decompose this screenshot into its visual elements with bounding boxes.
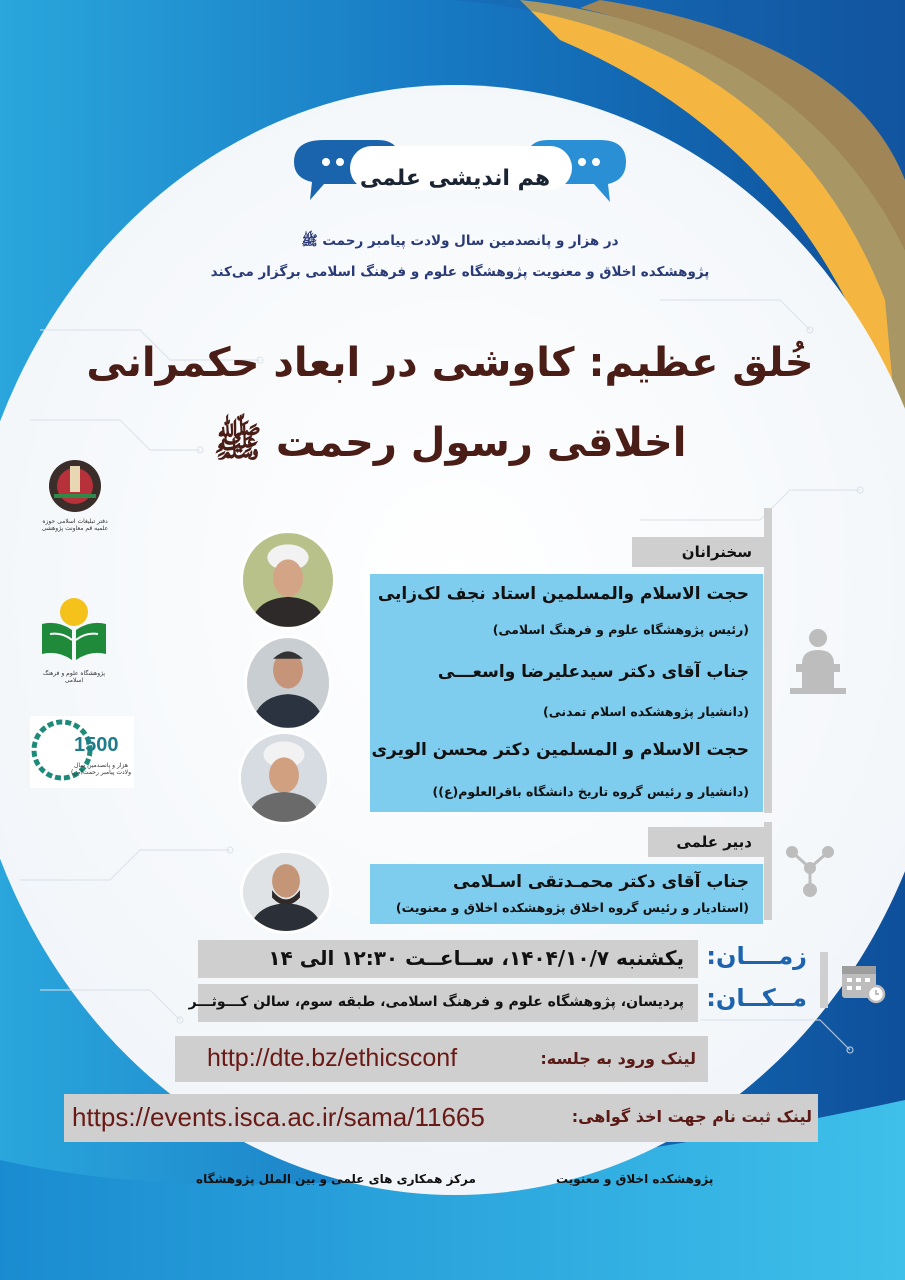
- secretary-box: [370, 864, 763, 924]
- place-bar: [188, 984, 698, 1022]
- footer-left: مرکز همکاری های علمی و بین الملل پژوهشگاه: [196, 1172, 476, 1186]
- secretary-photo: [240, 850, 332, 934]
- register-link-label: لینک ثبت نام جهت اخذ گواهی:: [571, 1107, 812, 1126]
- speaker-2-photo: [244, 635, 332, 731]
- logo-isca-text: پژوهشگاه علوم و فرهنگ اسلامی: [42, 670, 106, 684]
- emblem-icon: [40, 456, 110, 516]
- title-line-1: خُلق عظیم: کاوشی در ابعاد حکمرانی: [86, 340, 814, 386]
- speaker-1-role: (رئیس پژوهشگاه علوم و فرهنگ اسلامی): [492, 622, 749, 637]
- title-line-2: اخلاقی رسول رحمت ﷺ: [213, 420, 687, 466]
- logo-1500-text: هزار و پانصدمین سال ولادت پیامبر رحمت(ص): [71, 762, 131, 776]
- speaker-1-photo: [240, 530, 336, 630]
- speakers-box: [370, 574, 763, 812]
- time-value: یکشنبه ۱۴۰۴/۱۰/۷، ســاعــت ۱۲:۳۰ الی ۱۴: [268, 946, 684, 970]
- speaker-2-name: جناب آقای دکتر سیدعلیرضا واسعـــی: [437, 662, 749, 682]
- speakers-label: سخنرانان: [632, 537, 764, 567]
- secretary-role: (استادیار و رئیس گروه اخلاق پژوهشکده اخلاق و معنویت): [395, 900, 749, 915]
- time-label: زمــــان:: [706, 942, 807, 970]
- logo-tablighat: [40, 456, 110, 546]
- place-value: پردیسان، پژوهشگاه علوم و فرهنگ اسلامی، طبقه سوم، سالن کـــوثـــر: [188, 994, 684, 1010]
- time-bar: [198, 940, 698, 978]
- intro-line-1: در هزار و پانصدمین سال ولادت پیامبر رحمت ﷺ: [301, 233, 619, 249]
- speaker-3-name: حجت الاسلام و المسلمین دکتر محسن الویری: [371, 740, 749, 760]
- secretary-name: جناب آقای دکتر محمـدتقی اسـلامی: [453, 872, 749, 892]
- secretary-label: دبیر علمی: [648, 827, 764, 857]
- register-link-bar: [64, 1094, 818, 1142]
- join-link-url[interactable]: http://dte.bz/ethicsconf: [207, 1044, 458, 1072]
- podium-icon: [782, 624, 854, 696]
- footer-right: پژوهشکده اخلاق و معنویت: [556, 1172, 714, 1186]
- speaker-2-role: (دانشیار پژوهشکده اسلام تمدنی): [543, 704, 749, 719]
- logo-1500-number: 1500: [74, 734, 119, 756]
- calendar-icon: [838, 960, 886, 1004]
- logo-1500: [30, 716, 134, 788]
- join-link-bar: [175, 1036, 708, 1082]
- speaker-3-photo: [238, 731, 330, 825]
- network-icon: [782, 840, 838, 900]
- logo-tablighat-text: دفتر تبلیغات اسلامی حوزه علمیه قم معاونت پژوهشی: [41, 518, 109, 532]
- event-type-badge: هم اندیشی علمی: [359, 166, 551, 191]
- speaker-3-role: (دانشیار و رئیس گروه تاریخ دانشگاه باقرالعلوم(ع)): [432, 784, 749, 799]
- book-sun-icon: [36, 594, 112, 668]
- register-link-url[interactable]: https://events.isca.ac.ir/sama/11665: [72, 1102, 485, 1132]
- intro-line-2: پژوهشکده اخلاق و معنویت پژوهشگاه علوم و فرهنگ اسلامی برگزار می‌کند: [210, 264, 710, 280]
- place-label: مــکــان:: [706, 984, 807, 1012]
- logo-isca: [36, 594, 112, 686]
- speaker-1-name: حجت الاسلام والمسلمین استاد نجف لک‌زایی: [377, 584, 749, 604]
- join-link-label: لینک ورود به جلسه:: [540, 1049, 696, 1068]
